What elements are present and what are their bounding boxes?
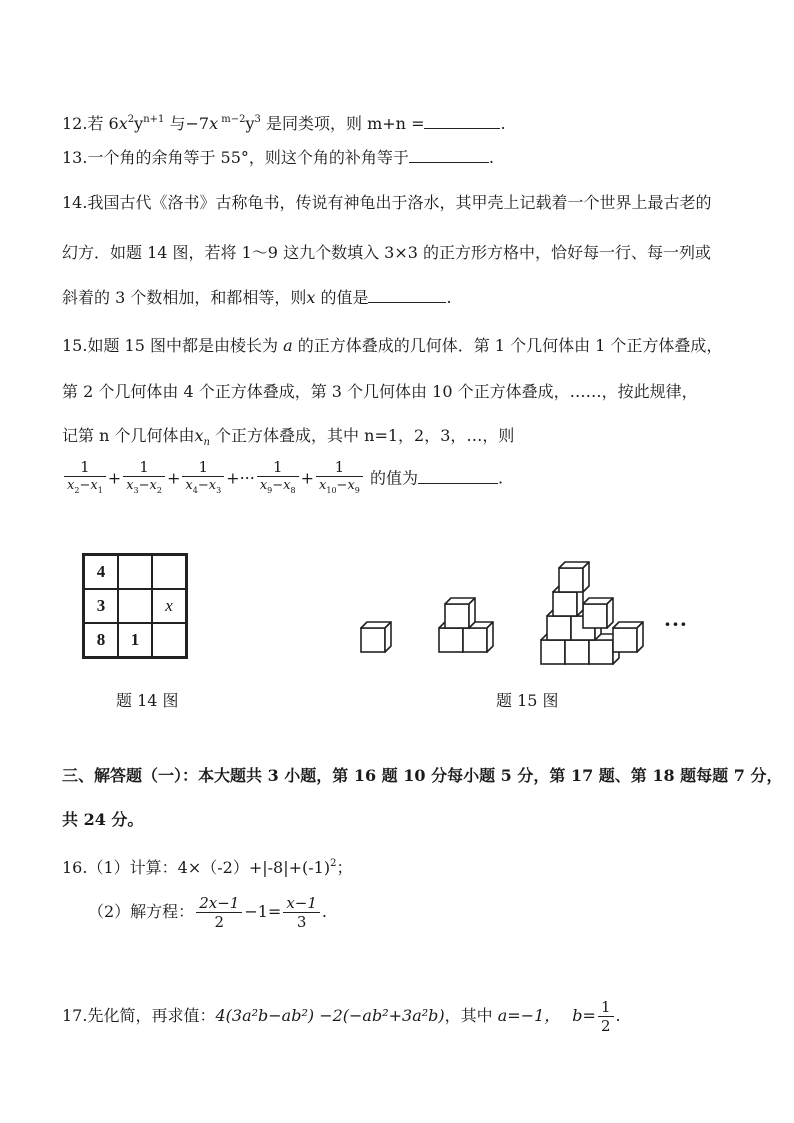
question-14-line-2: 幻方．如题 14 图，若将 1～9 这九个数填入 3×3 的正方形方格中，恰好每一行、每一列或 — [62, 243, 712, 262]
cube — [613, 622, 643, 652]
question-number: 16. — [62, 858, 88, 877]
cube — [583, 598, 613, 628]
grid-cell: x — [152, 589, 186, 623]
question-number: 13. — [62, 148, 88, 167]
value-fraction: $\frac{1}{2}$ — [598, 998, 614, 1035]
fraction-term: $\frac{1}{x_4-x_3}$ — [182, 458, 224, 500]
question-14-line-3: 斜着的 3 个数相加，和都相等，则x 的值是 . — [62, 288, 452, 307]
equation-fraction: $\frac{x-1}{3}$ — [283, 894, 320, 931]
grid-cell — [152, 555, 186, 589]
grid-cell — [152, 623, 186, 657]
figure-15-caption: 题 15 图 — [496, 691, 559, 710]
equation-fraction: $\frac{2x-1}{2}$ — [196, 894, 242, 931]
answer-blank — [409, 148, 489, 163]
question-number: 17. — [62, 1006, 88, 1025]
question-15-line-2: 第 2 个几何体由 4 个正方体叠成，第 3 个几何体由 10 个正方体叠成，……，按此规律， — [62, 382, 698, 401]
grid-cell — [118, 555, 152, 589]
question-number: 15. — [62, 336, 88, 355]
grid-cell: 8 — [84, 623, 118, 657]
question-17: 17.先化简，再求值：4(3a²b−ab²) −2(−ab²+3a²b)，其中 a=−1， b= $\frac{1}{2}$ . — [62, 998, 621, 1035]
answer-blank — [418, 469, 498, 484]
question-number: 12. — [62, 114, 88, 133]
fraction-term: $\frac{1}{x_3-x_2}$ — [123, 458, 165, 500]
question-number: 14. — [62, 193, 88, 212]
fraction-term: $\frac{1}{x_2-x_1}$ — [64, 458, 106, 500]
cube — [559, 562, 589, 592]
answer-blank — [424, 114, 500, 129]
continuation-dots: ··· — [664, 612, 688, 636]
grid-cell: 3 — [84, 589, 118, 623]
question-16-part-2: （2）解方程： $\frac{2x-1}{2}$ −1= $\frac{x-1}{3}$ . — [88, 894, 327, 931]
question-14-line-1: 14.我国古代《洛书》古称龟书，传说有神龟出于洛水，其甲壳上记载着一个世界上最古老的 — [62, 193, 712, 212]
question-16-part-1: 16.（1）计算：$4\times(-2)+|-8|+(-1)^2$； — [62, 858, 353, 877]
grid-cell — [118, 589, 152, 623]
cube — [361, 622, 391, 652]
answer-blank — [368, 288, 446, 303]
section-3-heading: 三、解答题（一）：本大题共 3 小题，第 16 题 10 分每小题 5 分，第 17 题、第 18 题每题 7 分， — [62, 766, 783, 785]
grid-cell: 4 — [84, 555, 118, 589]
section-3-heading-line-2: 共 24 分。 — [62, 810, 144, 829]
question-15-line-1: 15.如题 15 图中都是由棱长为 a 的正方体叠成的几何体．第 1 个几何体由 1 个正方体叠成， — [62, 336, 723, 355]
question-15-fraction-sum: $\frac{1}{x_2-x_1}$ + $\frac{1}{x_3-x_2}$ + $\frac{1}{x_4-x_3}$ +··· $\frac{1}{x_9-x_8}$ + $\frac{1}{x_{10}-x_9}$ 的值为 . — [62, 458, 503, 500]
fraction-term: $\frac{1}{x_{10}-x_9}$ — [316, 458, 363, 500]
stacked-cubes-figure — [355, 560, 655, 670]
question-12: 12.若 $6x^2y^{n+1}$ 与−7x $^{m-2}y^3$ 是同类项，则 m+n = . — [62, 114, 506, 133]
fraction-term: $\frac{1}{x_9-x_8}$ — [257, 458, 299, 500]
question-15-line-3: 记第 n 个几何体由$x_n$ 个正方体叠成，其中 n=1，2，3，…，则 — [62, 426, 515, 448]
cube — [445, 598, 475, 628]
figure-14-caption: 题 14 图 — [116, 691, 179, 710]
question-13: 13.一个角的余角等于 55°，则这个角的补角等于 . — [62, 148, 494, 167]
magic-square-grid — [82, 553, 188, 659]
grid-cell: 1 — [118, 623, 152, 657]
